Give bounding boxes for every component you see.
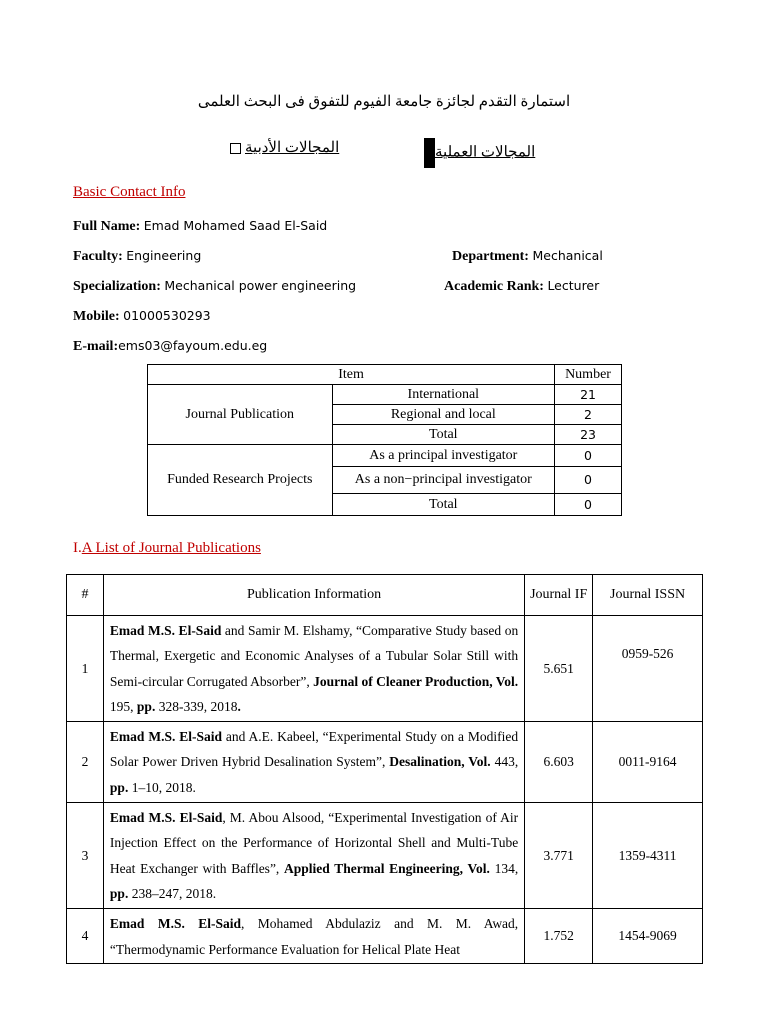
category-scientific-label: المجالات العملية [435, 144, 536, 161]
summary-row-value: 2 [555, 405, 622, 425]
summary-table [147, 364, 622, 516]
pub-num: 4 [67, 909, 104, 964]
pub-issn: 1454-9069 [593, 909, 703, 964]
pub-authors: Emad M.S. El-Said [109, 916, 242, 932]
pub-if: 3.771 [525, 803, 593, 909]
rank-label: Academic Rank: [444, 279, 544, 294]
specialization-value: Mechanical power engineering [164, 278, 357, 293]
pub-vol: 134, [489, 860, 519, 876]
pub-pp: pp. [136, 698, 156, 714]
summary-header-row [148, 365, 622, 385]
summary-row-label: As a non−principal investigator [332, 467, 554, 494]
mobile-value: 01000530293 [123, 308, 211, 323]
mobile-label: Mobile: [73, 309, 120, 324]
pub-num: 3 [67, 803, 104, 909]
publications-header-row [67, 575, 703, 616]
pub-num: 1 [67, 616, 104, 722]
pub-issn: 0011-9164 [593, 722, 703, 803]
faculty-value: Engineering [126, 248, 202, 263]
col-if-header: Journal IF [525, 575, 593, 616]
pub-rest: and Samir M. Elshamy, “Comparative Study based on Thermal, Exergetic and Economic Analyses of a Tubular Solar Still with Semi-circular Corrugated Absorber”, [109, 623, 519, 689]
pub-info-clip [110, 911, 518, 961]
department-row [452, 248, 603, 265]
pub-pages: 1–10, 2018. [128, 779, 196, 795]
department-value: Mechanical [532, 248, 603, 263]
summary-row-label: International [332, 385, 554, 405]
summary-row-label: Total [332, 494, 554, 516]
table-row [148, 385, 622, 405]
rank-value: Lecturer [547, 278, 600, 293]
table-row [67, 909, 703, 964]
department-label: Department: [452, 249, 529, 264]
pub-num: 2 [67, 722, 104, 803]
pub-info [103, 803, 524, 909]
pub-issn: 0959-526 [593, 616, 703, 722]
checked-box-icon[interactable] [424, 138, 435, 168]
pub-authors: Emad M.S. El-Said [109, 623, 222, 638]
publications-heading-text: A List of Journal Publications [81, 540, 261, 556]
category-literary[interactable] [230, 138, 339, 157]
table-row [67, 803, 703, 909]
summary-row-value: 0 [555, 494, 622, 516]
pub-end: . [237, 698, 241, 714]
pub-pages: 238–247, 2018. [128, 885, 217, 901]
pub-issn: 1359-4311 [593, 803, 703, 909]
rank-row [444, 278, 599, 295]
publications-heading-prefix: I. [73, 540, 82, 556]
summary-row-value: 21 [555, 385, 622, 405]
summary-row-value: 0 [555, 467, 622, 494]
pub-if: 1.752 [525, 909, 593, 964]
pub-info [103, 616, 524, 722]
col-num-header: # [67, 575, 104, 616]
pub-pp: pp. [109, 885, 129, 901]
funded-projects-label: Funded Research Projects [148, 445, 333, 516]
pub-authors: Emad M.S. El-Said [109, 810, 223, 826]
summary-header-item: Item [148, 365, 555, 385]
table-row [67, 722, 703, 803]
category-literary-label: المجالات الأدبية [245, 140, 340, 156]
summary-row-label: Regional and local [332, 405, 554, 425]
full-name-row [73, 218, 327, 235]
email-value[interactable]: ems03@fayoum.edu.eg [118, 338, 268, 353]
pub-rest: , Mohamed Abdulaziz and M. M. Awad, “Thermodynamic Performance Evaluation for Helical Plate Heat [109, 916, 519, 957]
table-row [148, 445, 622, 467]
full-name-label: Full Name: [73, 219, 141, 234]
faculty-label: Faculty: [73, 249, 123, 264]
pub-journal: Applied Thermal Engineering, Vol. [284, 860, 490, 876]
pub-if: 6.603 [525, 722, 593, 803]
pub-authors: Emad M.S. El-Said [109, 729, 222, 745]
col-issn-header: Journal ISSN [593, 575, 703, 616]
specialization-label: Specialization: [73, 279, 161, 294]
pub-info [103, 722, 524, 803]
mobile-row [73, 308, 211, 325]
summary-row-value: 0 [555, 445, 622, 467]
pub-pp: pp. [109, 779, 129, 795]
col-info-header: Publication Information [103, 575, 524, 616]
summary-row-value: 23 [555, 425, 622, 445]
email-row [73, 338, 267, 355]
pub-if: 5.651 [525, 616, 593, 722]
full-name-value: Emad Mohamed Saad El-Said [143, 218, 328, 233]
pub-info [103, 909, 524, 964]
pub-rest: , M. Abou Alsood, “Experimental Investigation of Air Injection Effect on the Performance of Horizontal Shell and Multi-Tube Heat Exchanger with Baffles”, [109, 810, 519, 876]
pub-pages: 328-339, 2018 [155, 698, 238, 714]
form-title: استمارة التقدم لجائزة جامعة الفيوم للتفوق فى البحث العلمى [197, 94, 571, 110]
email-label: E-mail: [73, 339, 119, 354]
pub-vol: 195, [109, 698, 137, 714]
pub-vol: 443, [490, 754, 519, 770]
summary-row-label: As a principal investigator [332, 445, 554, 467]
pub-journal: Journal of Cleaner Production, Vol. [313, 673, 519, 689]
table-row [67, 616, 703, 722]
specialization-row [73, 278, 356, 295]
pub-rest: and A.E. Kabeel, “Experimental Study on a Modified Solar Power Driven Hybrid Desalination System”, [109, 729, 519, 770]
publications-table [66, 574, 703, 964]
contact-heading: Basic Contact Info [73, 184, 186, 200]
summary-header-number: Number [555, 365, 622, 385]
summary-row-label: Total [332, 425, 554, 445]
publications-heading [73, 540, 261, 557]
unchecked-box-icon[interactable] [230, 143, 241, 154]
pub-journal: Desalination, Vol. [389, 754, 491, 770]
journal-publication-label: Journal Publication [148, 385, 333, 445]
faculty-row [73, 248, 201, 265]
category-scientific[interactable] [418, 138, 535, 168]
